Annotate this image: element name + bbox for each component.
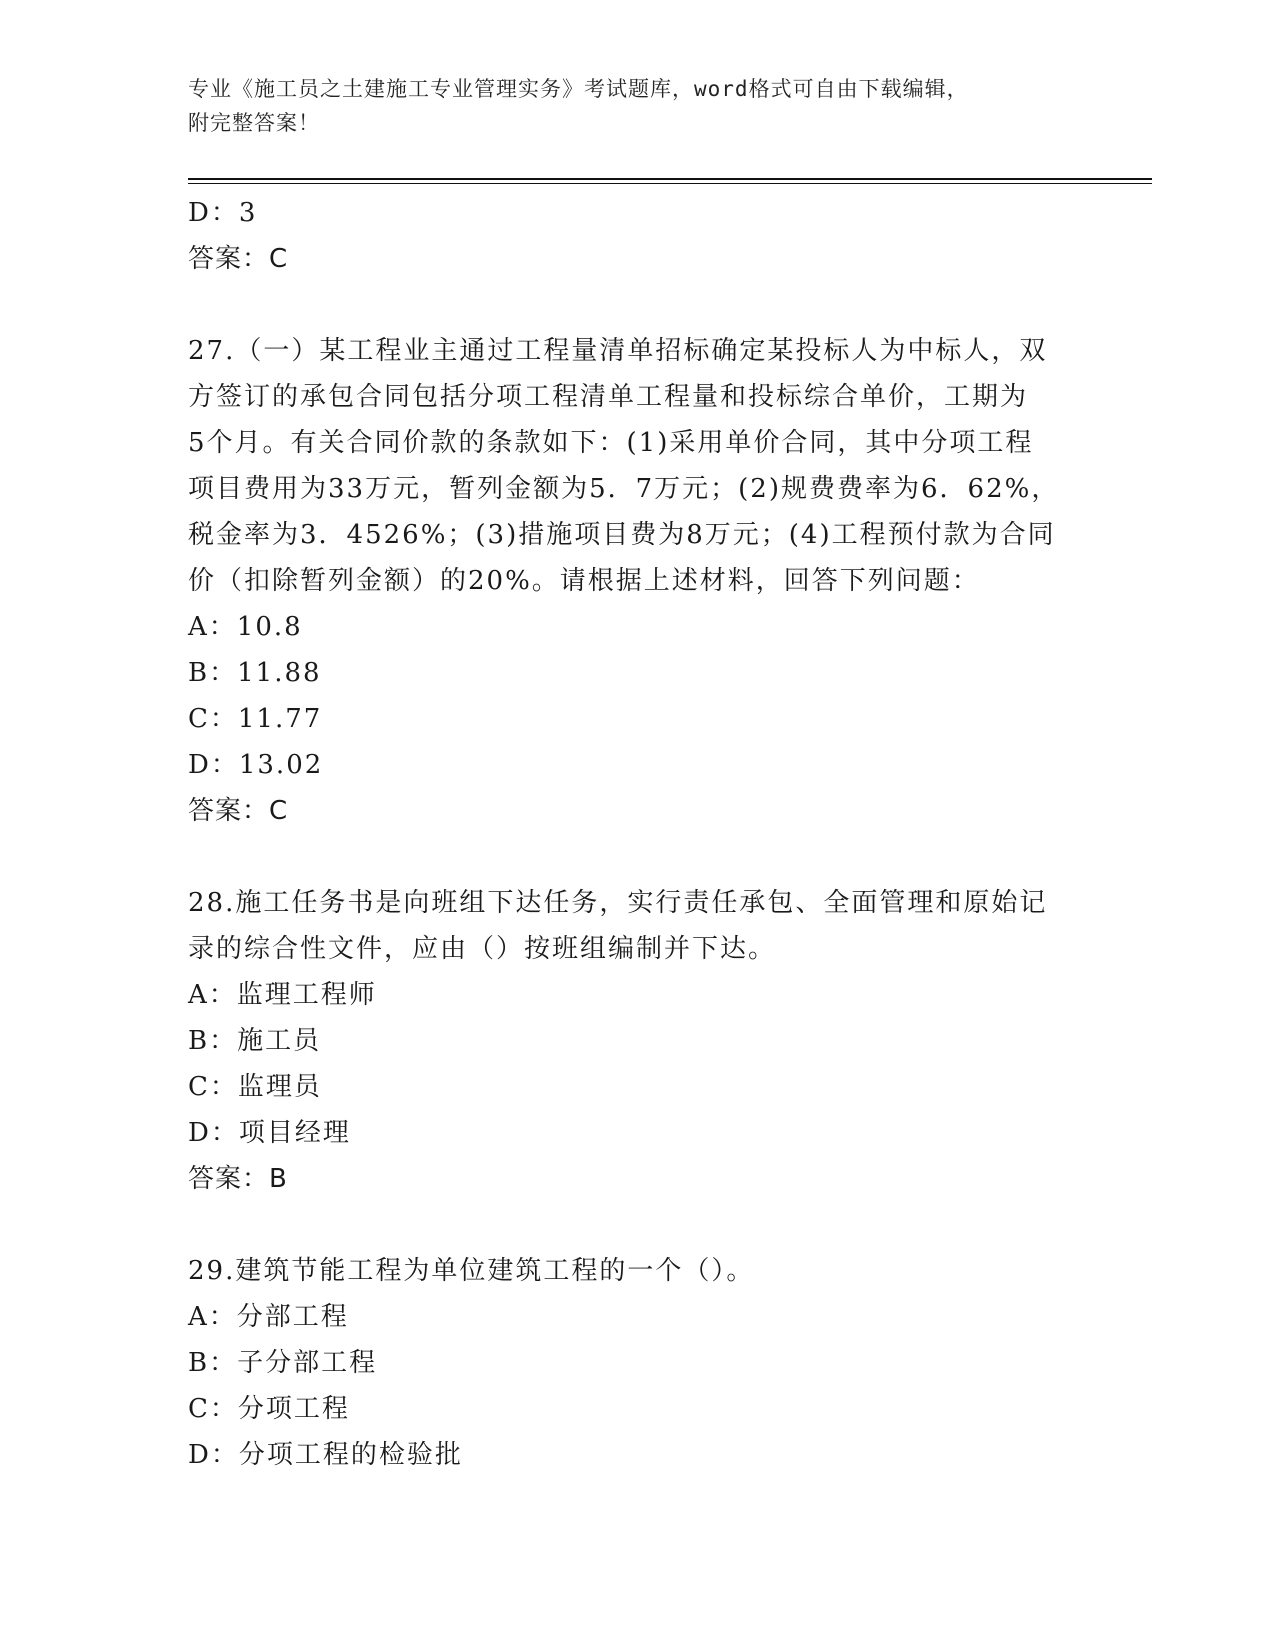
spacer <box>188 282 1088 328</box>
question-28 <box>188 880 1088 1202</box>
option-d: D：3 <box>188 198 258 228</box>
answer-label: 答案：C <box>188 244 289 274</box>
option-c: C：监理员 <box>188 1072 322 1102</box>
previous-question-tail <box>188 190 1088 282</box>
spacer <box>188 1202 1088 1248</box>
option-a: A：监理工程师 <box>188 980 377 1010</box>
option-d: D：分项工程的检验批 <box>188 1440 463 1470</box>
answer-label: 答案：C <box>188 796 289 826</box>
option-a: A：分部工程 <box>188 1302 349 1332</box>
header-line-1: 专业《施工员之土建施工专业管理实务》考试题库，word格式可自由下载编辑， <box>188 77 969 101</box>
question-line: 27.（一）某工程业主通过工程量清单招标确定某投标人为中标人，双 <box>188 336 1048 366</box>
header-line-2: 附完整答案！ <box>188 111 320 135</box>
answer-label: 答案：B <box>188 1164 288 1194</box>
option-d: D：13.02 <box>188 750 324 780</box>
option-b: B：11.88 <box>188 658 322 688</box>
question-27 <box>188 328 1088 834</box>
spacer <box>188 834 1088 880</box>
document-body <box>188 190 1088 1478</box>
question-line: 录的综合性文件，应由（）按班组编制并下达。 <box>188 934 777 964</box>
question-line: 税金率为3．4526%；(3)措施项目费为8万元；(4)工程预付款为合同 <box>188 520 1056 550</box>
question-line: 28.施工任务书是向班组下达任务，实行责任承包、全面管理和原始记 <box>188 888 1048 918</box>
document-header <box>188 72 1068 140</box>
question-line: 项目费用为33万元，暂列金额为5．7万元；(2)规费费率为6．62%， <box>188 474 1060 504</box>
header-divider-thin <box>188 183 1152 184</box>
question-text <box>188 880 1088 972</box>
question-29 <box>188 1248 1088 1478</box>
option-c: C：11.77 <box>188 704 323 734</box>
header-divider-thick <box>188 178 1152 180</box>
question-text <box>188 328 1088 604</box>
question-line: 价（扣除暂列金额）的20%。请根据上述材料，回答下列问题： <box>188 566 980 596</box>
option-b: B：子分部工程 <box>188 1348 378 1378</box>
option-d: D：项目经理 <box>188 1118 351 1148</box>
question-line: 29.建筑节能工程为单位建筑工程的一个（）。 <box>188 1256 755 1286</box>
question-line: 方签订的承包合同包括分项工程清单工程量和投标综合单价，工期为 <box>188 382 1029 412</box>
option-b: B：施工员 <box>188 1026 322 1056</box>
question-line: 5个月。有关合同价款的条款如下：(1)采用单价合同，其中分项工程 <box>188 428 1034 458</box>
option-c: C：分项工程 <box>188 1394 350 1424</box>
option-a: A：10.8 <box>188 612 303 642</box>
question-text <box>188 1248 1088 1294</box>
